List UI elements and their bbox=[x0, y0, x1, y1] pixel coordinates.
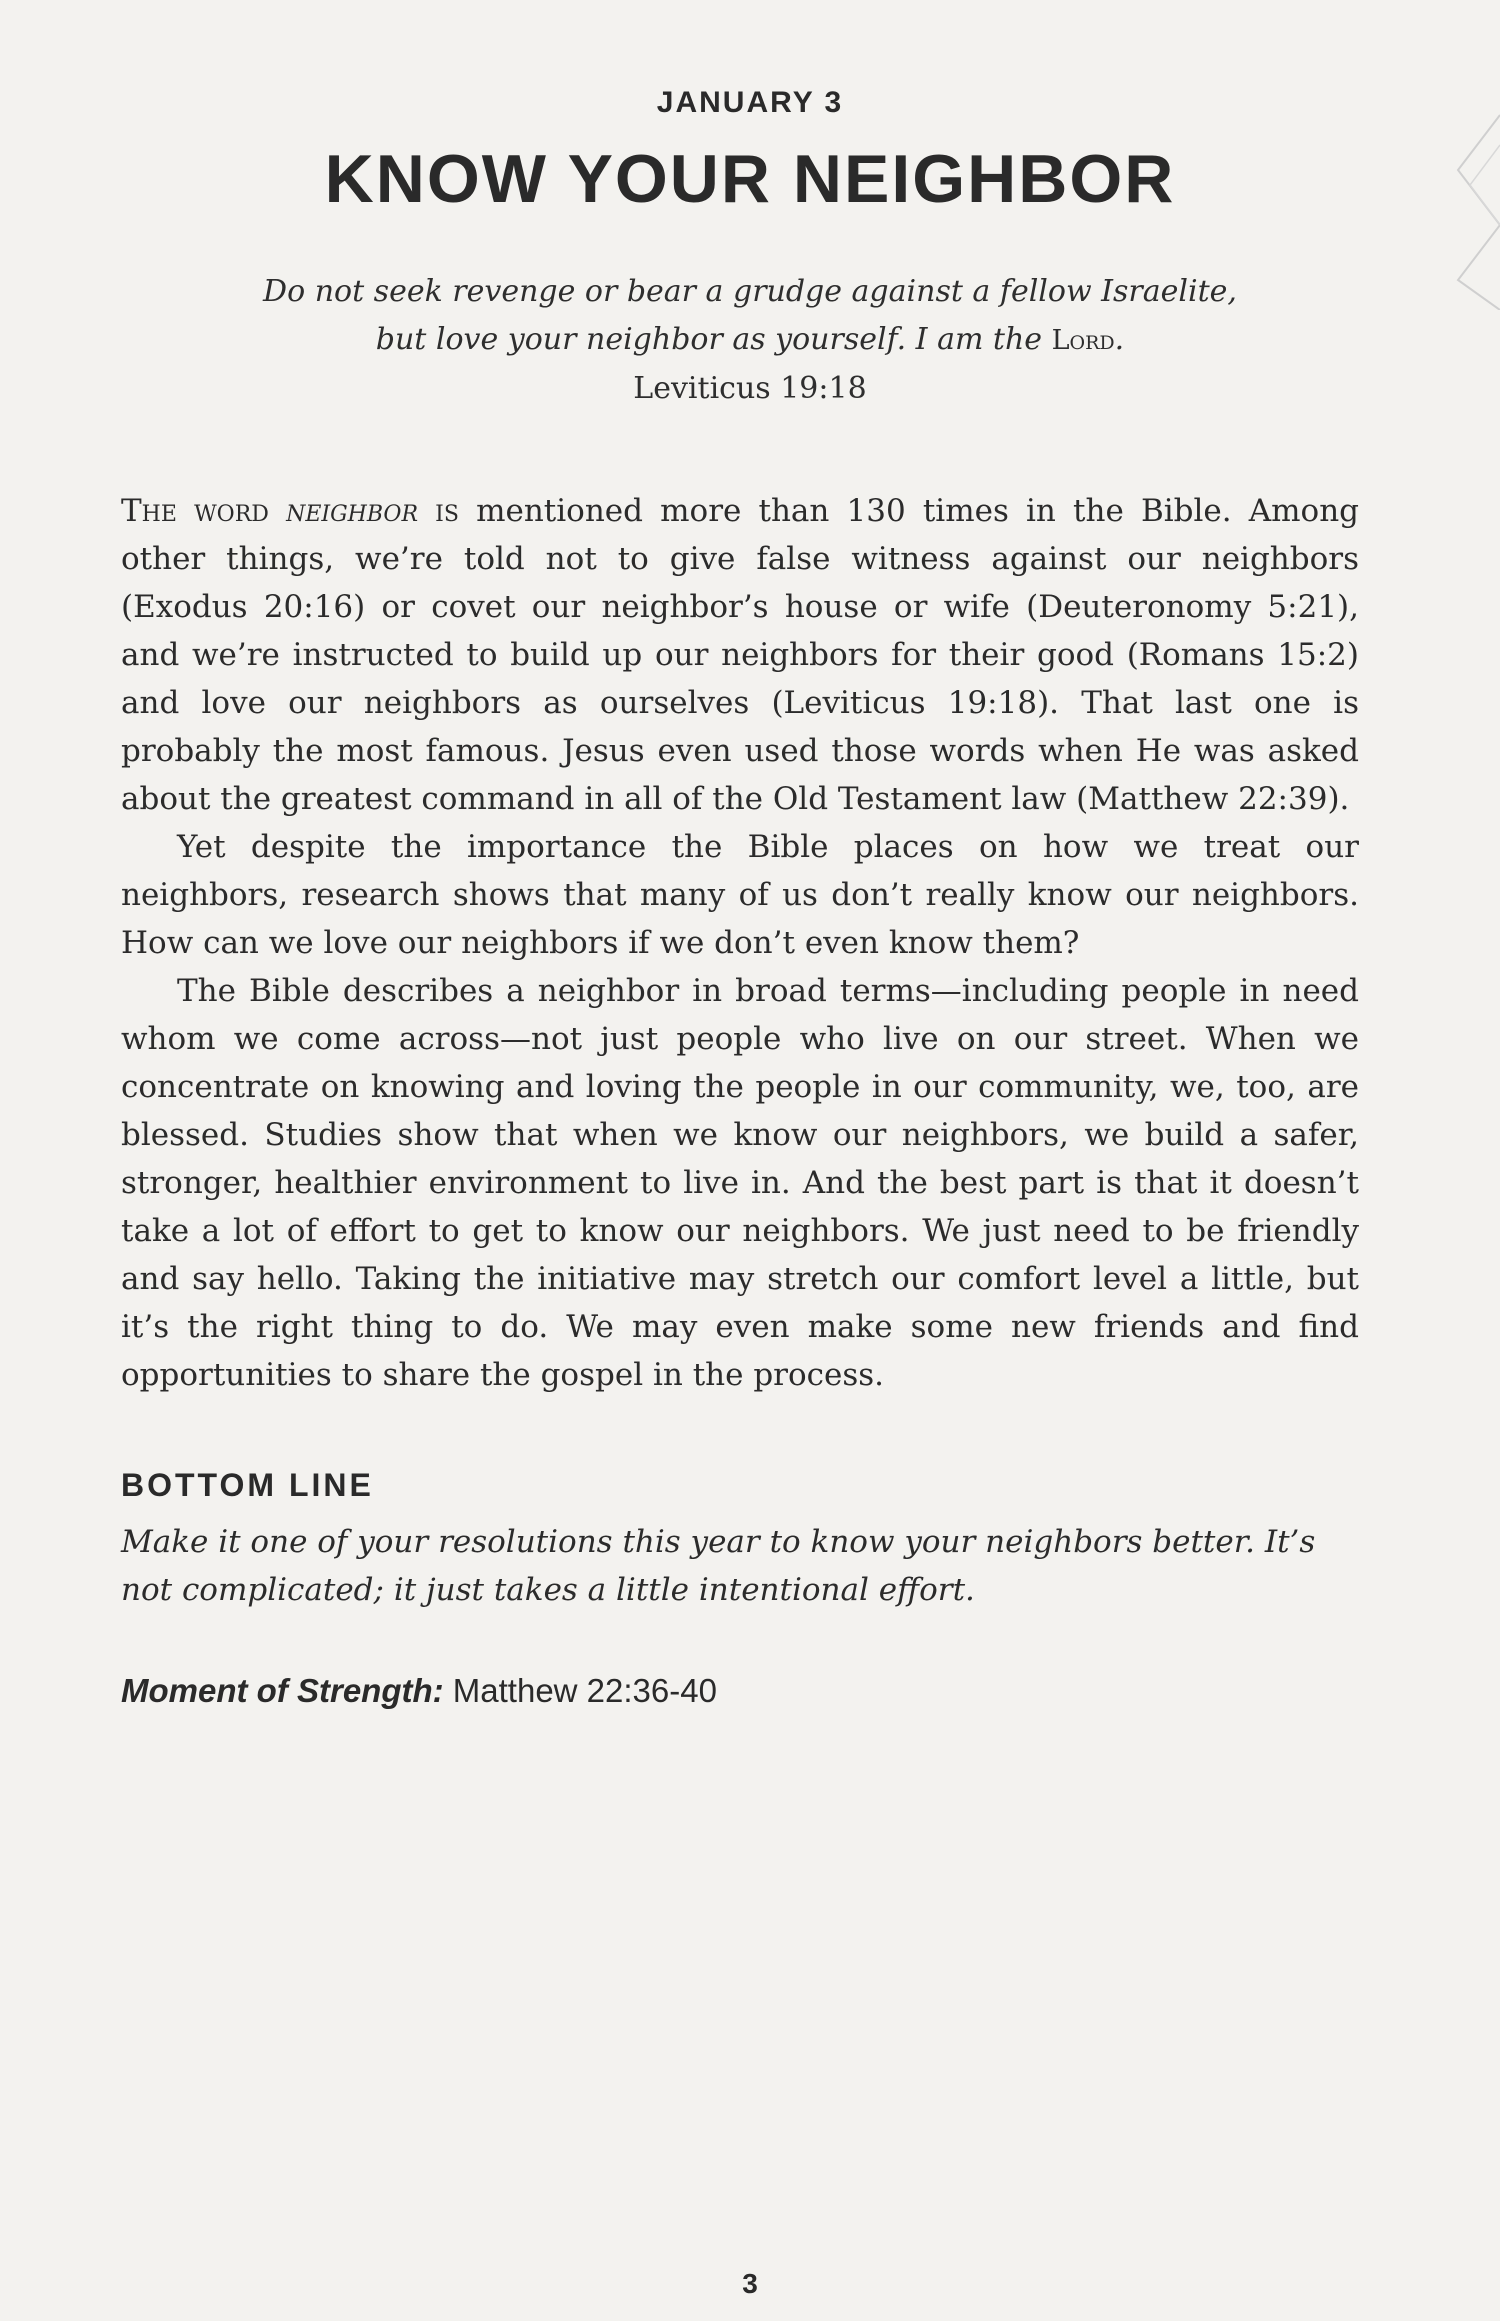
page-title: KNOW YOUR NEIGHBOR bbox=[324, 141, 1176, 217]
verse-line-2-text: but love your neighbor as yourself. I am the bbox=[375, 322, 1052, 357]
scripture-verse bbox=[0, 268, 1500, 413]
page-number: 3 bbox=[742, 2268, 758, 2299]
moment-of-strength-label: Moment of Strength: bbox=[121, 1672, 444, 1709]
body-paragraph-2: Yet despite the importance the Bible places on how we treat our neighbors, research shows that many of us don’t really know our neighbors. How can we love our neighbors if we don’t even know them? bbox=[121, 829, 1359, 961]
lead-in-text: The word bbox=[121, 493, 287, 529]
body-paragraph-3: The Bible describes a neighbor in broad terms—including people in need whom we come across—not just people who live on our street. When we concentrate on knowing and loving the people in our community, we, too, are blessed. Studies show that when we know our neighbors, we build a safer, stronger, healthier environment to live in. And the best part is that it doesn’t take a lot of effort to get to know our neighbors. We just need to be friendly and say hello. Taking the initiative may stretch our comfort level a little, but it’s the right thing to do. We may even make some new friends and find opportunities to share the gospel in the process. bbox=[121, 973, 1359, 1393]
verse-line-2 bbox=[0, 316, 1500, 365]
bottom-line-heading: BOTTOM LINE bbox=[121, 1467, 374, 1503]
lead-in-end: is bbox=[418, 493, 459, 529]
page-date: JANUARY 3 bbox=[656, 86, 844, 119]
moment-of-strength-reference: Matthew 22:36-40 bbox=[452, 1672, 717, 1709]
verse-lord: Lord bbox=[1051, 325, 1115, 356]
devotional-body bbox=[121, 487, 1359, 1399]
bottom-line-text: Make it one of your resolutions this year to know your neighbors better. It’s not complicated; it just takes a little intentional effort. bbox=[121, 1524, 1316, 1608]
paragraph-1-text: mentioned more than 130 times in the Bible. Among other things, we’re told not to give false witness against our neighbors (Exodus 20:16) or covet our neighbor’s house or wife (Deuteronomy 5:21), and we’re instructed to build up our neighbors for their good (Romans 15:2) and love our neighbors as ourselves (Leviticus 19:18). That last one is probably the most famous. Jesus even used those words when He was asked about the greatest command in all of the Old Testament law (Matthew 22:39). bbox=[121, 493, 1360, 817]
body-paragraph-1 bbox=[121, 487, 1359, 823]
moment-of-strength bbox=[121, 1672, 717, 1710]
verse-reference: Leviticus 19:18 bbox=[633, 371, 867, 406]
verse-line-2-end: . bbox=[1114, 322, 1125, 357]
verse-line-1: Do not seek revenge or bear a grudge against a fellow Israelite, bbox=[263, 274, 1237, 309]
lead-in-emphasis: neighbor bbox=[286, 493, 419, 529]
